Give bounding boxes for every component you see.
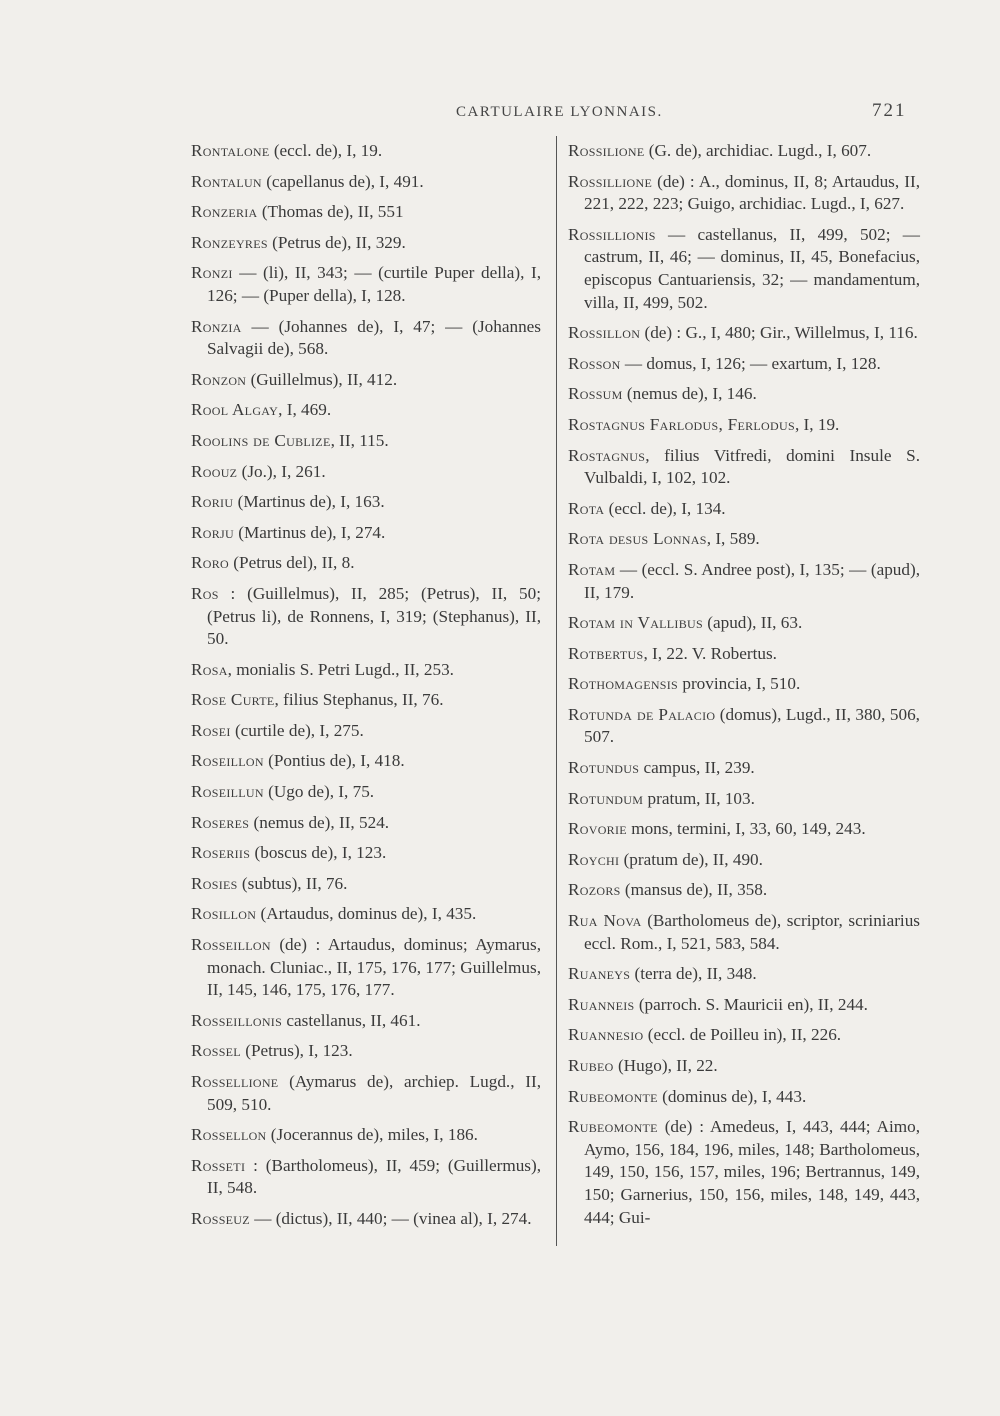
index-headword: Rosson	[568, 353, 621, 373]
column-divider	[556, 136, 557, 1246]
index-headword: Roro	[191, 553, 229, 573]
index-entry	[191, 201, 541, 224]
index-headword: Rose Curte	[191, 690, 275, 710]
index-headword: Rotam in Vallibus	[568, 613, 703, 633]
index-entry	[568, 910, 920, 955]
index-headword: Ronzi	[191, 263, 233, 283]
index-entry	[568, 963, 920, 986]
index-entry	[568, 140, 920, 163]
index-references: , II, 115.	[330, 430, 389, 450]
index-headword: Ros	[191, 583, 219, 603]
index-entry	[568, 414, 920, 437]
index-entry	[568, 757, 920, 780]
index-headword: Rosseti	[191, 1155, 246, 1175]
index-entry	[191, 430, 541, 453]
index-entry	[191, 934, 541, 1002]
index-entry	[191, 659, 541, 682]
index-entry	[191, 140, 541, 163]
index-headword: Rothomagensis	[568, 674, 679, 694]
index-headword: Roseillon	[191, 751, 264, 771]
index-references: — (li), II, 343; — (curtile Puper della), I, 126; — (Puper della), I, 128.	[207, 263, 541, 305]
index-references: (de) : Amedeus, I, 443, 444; Aimo, Aymo, 156, 184, 196, miles, 148; Bartholomeus, 149, 150, 156, 157, miles, 196; Bertrannus, 149, 150; Garnerius, 150, 156, miles, 148, 149, 443, 444; Gui-	[584, 1117, 920, 1227]
index-headword: Rosillon	[191, 904, 257, 924]
index-column-left	[191, 140, 541, 1239]
index-headword: Roouz	[191, 461, 238, 481]
index-headword: Rotundus	[568, 758, 640, 778]
index-entry	[568, 498, 920, 521]
index-headword: Roychi	[568, 849, 620, 869]
index-references: (eccl. de), I, 134.	[604, 498, 726, 518]
index-headword: Rota	[568, 498, 605, 518]
index-references: (Thomas de), II, 551	[257, 202, 404, 222]
index-references: (subtus), II, 76.	[237, 873, 348, 893]
index-headword: Rossel	[191, 1041, 241, 1061]
index-entry	[191, 1010, 541, 1033]
index-entry	[191, 750, 541, 773]
index-headword: Rontalone	[191, 141, 270, 160]
index-references: — castellanus, II, 499, 502; — castrum, II, 46; — dominus, II, 45, Bonefacius, episcopus Cantuariensis, 32; — mandamentum, villa, II, 499, 502.	[584, 224, 920, 312]
index-references: (nemus de), I, 146.	[622, 384, 757, 404]
index-entry	[191, 232, 541, 255]
index-headword: Roriu	[191, 492, 234, 512]
index-entry	[568, 849, 920, 872]
index-headword: Rovorie	[568, 819, 627, 839]
index-references: (de) : G., I, 480; Gir., Willelmus, I, 116.	[640, 323, 918, 343]
index-entry	[191, 461, 541, 484]
index-entry	[568, 445, 920, 490]
index-entry	[191, 1124, 541, 1147]
index-references: — (eccl. S. Andree post), I, 135; — (apud), II, 179.	[584, 559, 920, 602]
index-references: (Petrus del), II, 8.	[229, 553, 355, 573]
index-references: , filius Stephanus, II, 76.	[274, 690, 444, 710]
index-references: campus, II, 239.	[639, 758, 755, 778]
index-references: (Hugo), II, 22.	[613, 1056, 718, 1075]
index-references: (Jocerannus de), miles, I, 186.	[266, 1125, 478, 1145]
index-references: (Ugo de), I, 75.	[263, 782, 375, 802]
index-references: (mansus de), II, 358.	[620, 880, 768, 900]
index-entry	[191, 903, 541, 926]
index-headword: Ronzeria	[191, 202, 258, 222]
index-references: (eccl. de), I, 19.	[269, 141, 383, 160]
index-entry	[568, 1116, 920, 1229]
index-headword: Rorju	[191, 522, 234, 542]
index-headword: Rontalun	[191, 171, 262, 191]
index-headword: Rosa	[191, 659, 228, 679]
index-references: (curtile de), I, 275.	[230, 720, 364, 740]
index-entry	[568, 559, 920, 604]
index-headword: Rua Nova	[568, 911, 642, 931]
index-references: — (dictus), II, 440; — (vinea al), I, 274.	[249, 1208, 532, 1228]
index-references: provincia, I, 510.	[678, 674, 801, 694]
index-entry	[191, 262, 541, 307]
index-entry	[568, 528, 920, 551]
index-entry	[191, 842, 541, 865]
index-references: , filius Vitfredi, domini Insule S. Vulbaldi, I, 102, 102.	[584, 445, 920, 488]
index-references: (Martinus de), I, 163.	[233, 492, 385, 512]
index-entry	[191, 369, 541, 392]
index-headword: Rossillon	[568, 323, 641, 343]
index-references: (capellanus de), I, 491.	[261, 171, 424, 191]
index-references: (domus), Lugd., II, 380, 506, 507.	[584, 704, 920, 747]
index-references: (de) : A., dominus, II, 8; Artaudus, II, 221, 222, 223; Guigo, archidiac. Lugd., I, 627.	[584, 171, 920, 214]
running-title: CARTULAIRE LYONNAIS.	[456, 104, 663, 120]
index-headword: Ronzia	[191, 316, 242, 336]
index-references: (G. de), archidiac. Lugd., I, 607.	[644, 141, 872, 160]
index-headword: Ruannesio	[568, 1025, 644, 1045]
index-references: , I, 469.	[278, 400, 332, 420]
index-headword: Rotbertus	[568, 643, 644, 663]
index-entry	[191, 781, 541, 804]
index-headword: Rossilione	[568, 141, 645, 160]
index-entry	[568, 322, 920, 345]
index-headword: Roseillun	[191, 782, 264, 802]
index-headword: Rubeomonte	[568, 1117, 658, 1137]
index-references: castellanus, II, 461.	[282, 1010, 421, 1030]
index-headword: Roolins de Cublize	[191, 430, 331, 450]
page-number: 721	[872, 100, 907, 121]
index-entry	[191, 812, 541, 835]
index-references: (Petrus), I, 123.	[240, 1041, 353, 1061]
index-entry	[568, 1055, 920, 1078]
index-references: (apud), II, 63.	[702, 613, 803, 633]
index-headword: Rossillionis	[568, 224, 656, 244]
index-references: (Aymarus de), archiep. Lugd., II, 509, 510.	[207, 1072, 541, 1114]
index-headword: Rossum	[568, 384, 623, 404]
index-entry	[568, 673, 920, 696]
index-references: — (Johannes de), I, 47; — (Johannes Salvagii de), 568.	[207, 316, 541, 359]
index-headword: Rozors	[568, 880, 621, 900]
index-entry	[568, 612, 920, 635]
index-headword: Rostagnus Farlodus, Ferlodus	[568, 414, 795, 434]
index-entry	[191, 720, 541, 743]
index-entry	[568, 224, 920, 314]
index-entry	[191, 1040, 541, 1063]
index-entry	[191, 171, 541, 194]
index-references: (boscus de), I, 123.	[250, 843, 387, 863]
index-headword: Rool Algay	[191, 400, 279, 420]
index-references: , I, 589.	[706, 529, 760, 549]
index-references: (Petrus de), II, 329.	[267, 232, 406, 252]
index-headword: Rostagnus	[568, 445, 646, 465]
index-references: (Bartholomeus de), scriptor, scriniarius eccl. Rom., I, 521, 583, 584.	[584, 911, 920, 953]
index-headword: Ronzon	[191, 369, 247, 389]
index-headword: Rubeomonte	[568, 1086, 658, 1106]
index-references: , I, 19.	[794, 414, 840, 434]
index-references: — domus, I, 126; — exartum, I, 128.	[620, 353, 881, 373]
index-entry	[191, 316, 541, 361]
index-headword: Ruaneys	[568, 964, 631, 984]
index-references: (Pontius de), I, 418.	[263, 751, 405, 771]
index-entry	[568, 704, 920, 749]
index-entry	[568, 879, 920, 902]
index-entry	[568, 643, 920, 666]
index-references: (Martinus de), I, 274.	[233, 522, 386, 542]
index-entry	[191, 399, 541, 422]
index-entry	[191, 873, 541, 896]
index-entry	[191, 522, 541, 545]
index-headword: Rosseillonis	[191, 1010, 283, 1030]
index-references: (eccl. de Poilleu in), II, 226.	[643, 1025, 842, 1045]
index-headword: Rotunda de Palacio	[568, 704, 716, 724]
index-headword: Rossillione	[568, 171, 653, 191]
index-entry	[191, 689, 541, 712]
index-references: (pratum de), II, 490.	[619, 849, 763, 869]
index-references: (terra de), II, 348.	[630, 964, 757, 984]
index-headword: Rosies	[191, 873, 238, 893]
index-references: : (Bartholomeus), II, 459; (Guillermus), II, 548.	[207, 1155, 541, 1198]
index-headword: Roseriis	[191, 843, 251, 863]
index-headword: Ronzeyres	[191, 232, 268, 252]
index-entry	[568, 383, 920, 406]
index-entry	[191, 1071, 541, 1116]
index-headword: Rotundum	[568, 788, 644, 808]
index-headword: Rosseuz	[191, 1208, 250, 1228]
index-entry	[191, 583, 541, 651]
index-references: (Jo.), I, 261.	[237, 461, 326, 481]
index-references: , I, 22. V. Robertus.	[643, 643, 777, 663]
index-entry	[191, 1208, 541, 1231]
index-headword: Rossellione	[191, 1072, 279, 1091]
index-entry	[568, 171, 920, 216]
index-references: (parroch. S. Mauricii en), II, 244.	[634, 994, 868, 1014]
index-entry	[568, 818, 920, 841]
index-headword: Rosei	[191, 720, 231, 740]
index-references: pratum, II, 103.	[643, 788, 755, 808]
index-entry	[568, 1024, 920, 1047]
index-references: mons, termini, I, 33, 60, 149, 243.	[626, 819, 866, 839]
index-references: : (Guillelmus), II, 285; (Petrus), II, 50; (Petrus li), de Ronnens, I, 319; (Stephanus), II, 50.	[207, 583, 541, 649]
index-column-right	[568, 140, 920, 1237]
index-entry	[568, 994, 920, 1017]
index-references: (de) : Artaudus, dominus; Aymarus, monach. Cluniac., II, 175, 176, 177; Guillelmus, II, 145, 146, 175, 176, 177.	[207, 935, 541, 1000]
index-entry	[191, 491, 541, 514]
index-entry	[568, 1086, 920, 1109]
index-references: , monialis S. Petri Lugd., II, 253.	[227, 659, 454, 679]
index-headword: Rota desus Lonnas	[568, 529, 707, 549]
index-headword: Rossellon	[191, 1125, 267, 1145]
index-references: (dominus de), I, 443.	[657, 1086, 807, 1106]
index-references: (Guillelmus), II, 412.	[246, 369, 398, 389]
index-headword: Rotam	[568, 559, 616, 579]
index-entry	[568, 353, 920, 376]
index-headword: Roseres	[191, 812, 250, 832]
index-entry	[191, 1155, 541, 1200]
index-headword: Ruanneis	[568, 994, 635, 1014]
index-references: (Artaudus, dominus de), I, 435.	[256, 904, 477, 924]
index-entry	[568, 788, 920, 811]
index-references: (nemus de), II, 524.	[249, 812, 390, 832]
index-entry	[191, 552, 541, 575]
index-headword: Rosseillon	[191, 935, 271, 955]
index-headword: Rubeo	[568, 1056, 614, 1075]
